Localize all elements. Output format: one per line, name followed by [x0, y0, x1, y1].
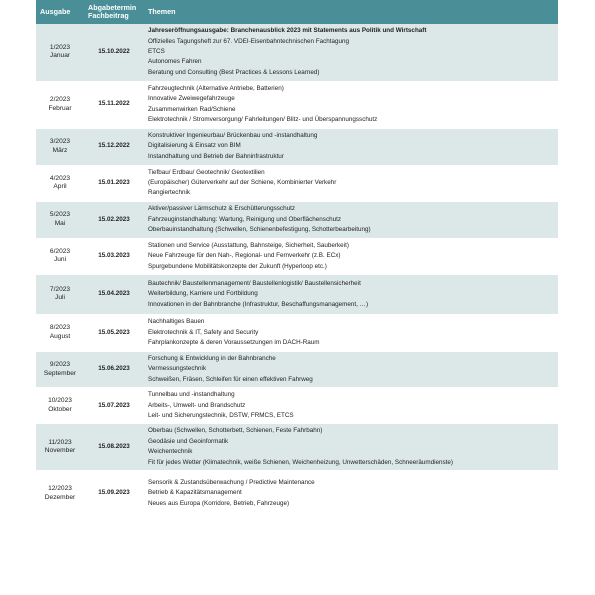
- table-row: [36, 81, 558, 128]
- deadline-cell: 15.10.2022: [84, 24, 144, 81]
- topic-item: Digitalisierung & Einsatz von BIM: [148, 142, 241, 150]
- topic-item: Neues aus Europa (Korridore, Betrieb, Fahrzeuge): [148, 499, 290, 507]
- topic-item: Weichentechnik: [148, 448, 193, 456]
- issue-month: Juni: [53, 256, 67, 264]
- deadline-cell: 15.07.2023: [84, 388, 144, 424]
- topics-cell: [144, 81, 558, 128]
- topic-item: Weiterbildung, Karriere und Fortbildung: [148, 290, 258, 298]
- topic-item: Tiefbau/ Erdbau/ Geotechnik/ Geotextilien: [148, 168, 265, 176]
- table-row: [36, 165, 558, 201]
- topics-cell: [144, 388, 558, 424]
- deadline-cell: 15.02.2023: [84, 201, 144, 238]
- issue-month: Dezember: [44, 493, 76, 501]
- deadline-cell: 15.08.2023: [84, 424, 144, 471]
- deadline-cell: 15.12.2022: [84, 128, 144, 165]
- topics-cell: [144, 128, 558, 165]
- table-row: [36, 24, 558, 81]
- table-row: [36, 314, 558, 351]
- topic-item: Schweißen, Fräsen, Schleifen für einen effektiven Fahrweg: [148, 375, 313, 383]
- table-row: [36, 238, 558, 274]
- issue-number: 1/2023: [49, 43, 71, 51]
- header-themen: Themen: [144, 0, 558, 24]
- topic-item: Vermessungstechnik: [148, 365, 207, 373]
- issue-cell: [36, 388, 84, 424]
- schedule-table-wrapper: [36, 0, 558, 517]
- topic-item: Geodäsie und Geoinformatik: [148, 437, 229, 445]
- deadline-cell: 15.05.2023: [84, 314, 144, 351]
- topic-item: Stationen und Service (Ausstattung, Bahnsteige, Sicherheit, Sauberkeit): [148, 241, 349, 249]
- issue-number: 11/2023: [48, 438, 72, 446]
- topic-item: Fahrzeugtechnik (Alternative Antriebe, Batterien): [148, 84, 284, 92]
- table-header: [36, 0, 558, 24]
- topic-item: Tunnelbau und -instandhaltung: [148, 391, 235, 399]
- header-ausgabe: Ausgabe: [36, 0, 84, 24]
- topic-item: Rangiertechnik: [148, 189, 191, 197]
- topic-item: Nachhaltiges Bauen: [148, 318, 205, 326]
- topic-item: Fit für jedes Wetter (Klimatechnik, weiße Schienen, Weichenheizung, Unwetterschäden, Schneeräumdienste): [148, 458, 453, 466]
- issue-cell: [36, 471, 84, 517]
- issue-month: September: [43, 369, 77, 377]
- issue-cell: [36, 165, 84, 201]
- issue-number: 8/2023: [49, 324, 71, 332]
- topic-item: Beratung und Consulting (Best Practices & Lessons Learned): [148, 68, 320, 76]
- topic-item: Zusammenwirken Rad/Schiene: [148, 105, 236, 113]
- issue-month: November: [44, 447, 76, 455]
- topics-cell: [144, 351, 558, 387]
- issue-month: Januar: [49, 52, 71, 60]
- issue-month: Februar: [48, 104, 72, 112]
- topic-item: Oberbau (Schwellen, Schotterbett, Schienen, Feste Fahrbahn): [148, 427, 323, 435]
- table-row: [36, 424, 558, 471]
- issue-cell: [36, 24, 84, 81]
- issue-number: 9/2023: [49, 361, 71, 369]
- header-row: [36, 0, 558, 24]
- topics-cell: [144, 24, 558, 81]
- issue-month: März: [52, 146, 68, 154]
- issue-cell: [36, 274, 84, 314]
- topics-cell: [144, 238, 558, 274]
- issue-cell: [36, 201, 84, 238]
- issue-number: 4/2023: [49, 174, 71, 182]
- issue-cell: [36, 424, 84, 471]
- topics-cell: [144, 201, 558, 238]
- topic-item: Innovationen in der Bahnbranche (Infrastruktur, Beschaffungsmanagement, …): [148, 300, 369, 308]
- topic-item: Betrieb & Kapazitätsmanagement: [148, 489, 242, 497]
- issue-number: 7/2023: [49, 285, 71, 293]
- topic-item: Jahreseröffnungsausgabe: Branchenausblick 2023 mit Statements aus Politik und Wirtschaft: [148, 27, 427, 35]
- topic-item: Elektrotechnik & IT, Safety and Security: [148, 328, 259, 336]
- topic-item: Autonomes Fahren: [148, 58, 202, 66]
- topic-item: Fahrplankonzepte & deren Voraussetzungen im DACH-Raum: [148, 339, 320, 347]
- topic-item: Instandhaltung und Betrieb der Bahninfrastruktur: [148, 152, 284, 160]
- issue-cell: [36, 314, 84, 351]
- issue-cell: [36, 238, 84, 274]
- deadline-cell: 15.01.2023: [84, 165, 144, 201]
- table-row: [36, 351, 558, 387]
- topic-item: Innovative Zweiwegefahrzeuge: [148, 95, 235, 103]
- issue-number: 10/2023: [48, 397, 72, 405]
- deadline-cell: 15.11.2022: [84, 81, 144, 128]
- issue-month: Juli: [55, 294, 65, 302]
- issue-month: August: [49, 332, 71, 340]
- topic-item: Oberbauinstandhaltung (Schwellen, Schienenbefestigung, Schotterbearbeitung): [148, 225, 371, 233]
- issue-cell: [36, 128, 84, 165]
- topic-item: ETCS: [148, 48, 165, 56]
- issue-number: 3/2023: [49, 138, 71, 145]
- topics-cell: [144, 424, 558, 471]
- deadline-cell: 15.09.2023: [84, 471, 144, 517]
- table-row: [36, 274, 558, 314]
- topic-item: Aktiver/passiver Lärmschutz & Erschütterungsschutz: [148, 205, 295, 213]
- topic-item: Arbeits-, Umwelt- und Brandschutz: [148, 401, 246, 409]
- table-body: [36, 24, 558, 517]
- issue-month: Oktober: [48, 405, 72, 413]
- topic-item: Forschung & Entwicklung in der Bahnbranche: [148, 354, 276, 362]
- topic-item: (Europäischer) Güterverkehr auf der Schiene, Kombinierter Verkehr: [148, 178, 337, 186]
- header-abgabetermin: Abgabetermin Fachbeitrag: [84, 0, 144, 24]
- schedule-table: [36, 0, 558, 517]
- topics-cell: [144, 471, 558, 517]
- deadline-cell: 15.03.2023: [84, 238, 144, 274]
- table-row: [36, 471, 558, 517]
- issue-month: April: [53, 183, 67, 191]
- topic-item: Bautechnik/ Baustellenmanagement/ Baustellenlogistik/ Baustellensicherheit: [148, 279, 361, 287]
- table-row: [36, 201, 558, 238]
- topic-item: Neue Fahrzeuge für den Nah-, Regional- und Fernverkehr (z.B. ECx): [148, 252, 341, 260]
- deadline-cell: 15.06.2023: [84, 351, 144, 387]
- topics-cell: [144, 165, 558, 201]
- topic-item: Sensorik & Zustandsüberwachung / Predictive Maintenance: [148, 478, 315, 486]
- topics-cell: [144, 314, 558, 351]
- topic-item: Fahrzeuginstandhaltung: Wartung, Reinigung und Oberflächenschutz: [148, 215, 341, 223]
- issue-cell: [36, 81, 84, 128]
- issue-number: 6/2023: [49, 247, 71, 255]
- issue-number: 12/2023: [48, 485, 72, 492]
- issue-month: Mai: [54, 219, 66, 227]
- topic-item: Offizielles Tagungsheft zur 67. VDEI-Eisenbahntechnischen Fachtagung: [148, 37, 350, 45]
- topic-item: Konstruktiver Ingenieurbau/ Brückenbau und -instandhaltung: [148, 131, 318, 139]
- table-row: [36, 128, 558, 165]
- deadline-cell: 15.04.2023: [84, 274, 144, 314]
- issue-number: 5/2023: [49, 211, 71, 219]
- table-row: [36, 388, 558, 424]
- topic-item: Spurgebundene Mobilitätskonzepte der Zukunft (Hyperloop etc.): [148, 262, 327, 270]
- topics-cell: [144, 274, 558, 314]
- topic-item: Elektrotechnik / Stromversorgung/ Fahrleitungen/ Blitz- und Überspannungsschutz: [148, 115, 378, 123]
- issue-cell: [36, 351, 84, 387]
- topic-item: Leit- und Sicherungstechnik, DSTW, FRMCS, ETCS: [148, 411, 294, 419]
- issue-number: 2/2023: [49, 96, 71, 103]
